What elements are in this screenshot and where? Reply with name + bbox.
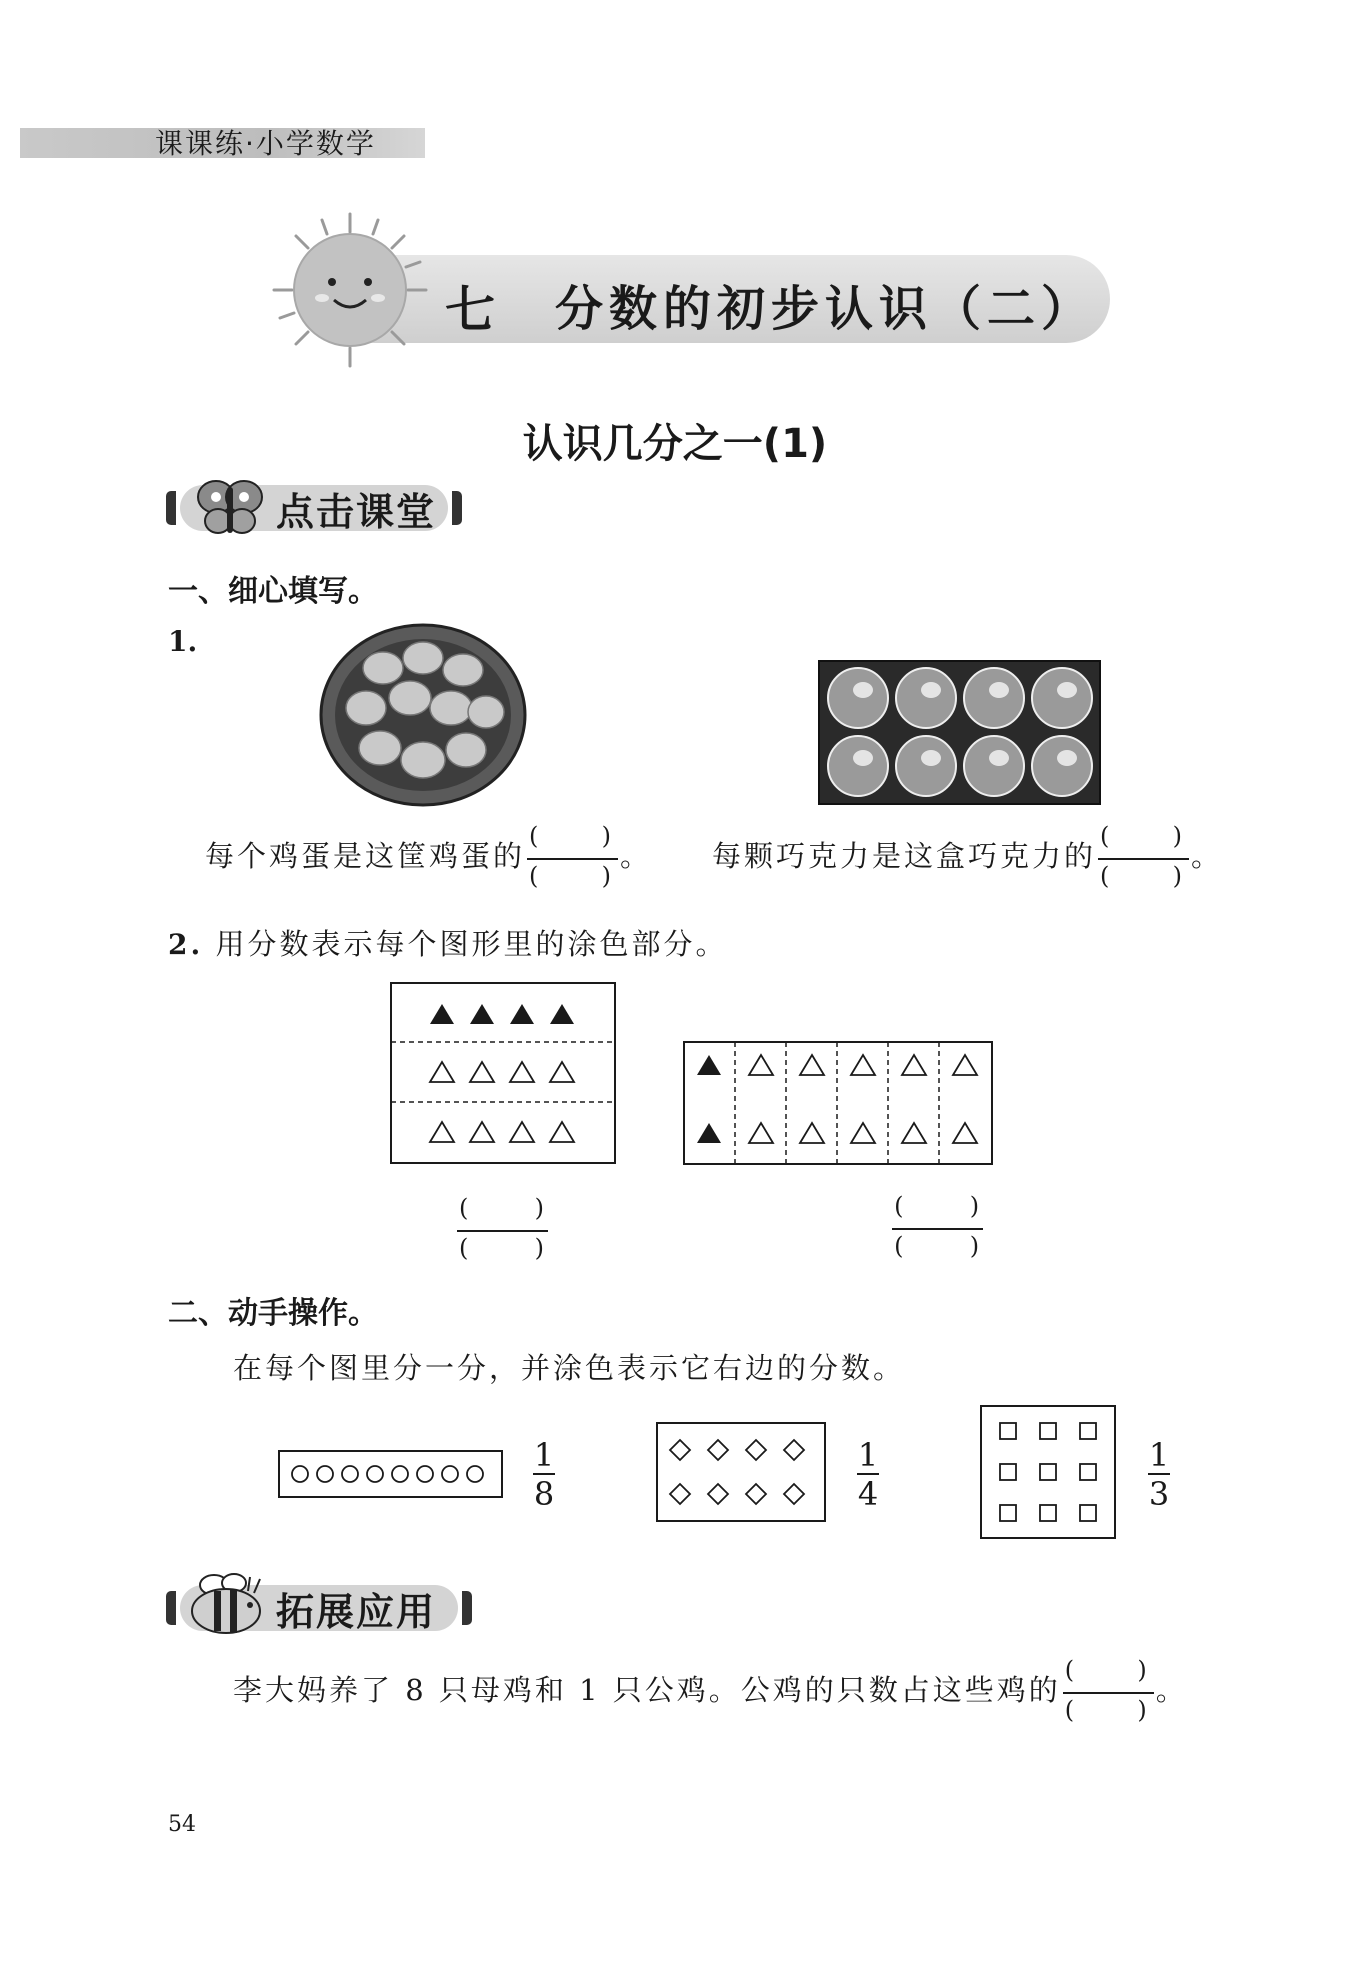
triangle-rows-figure — [390, 982, 616, 1164]
butterfly-icon — [190, 473, 270, 543]
section-tag-extension-label: 拓展应用 — [276, 1589, 437, 1634]
q1-number: 1. — [168, 625, 198, 658]
squares-figure[interactable] — [980, 1405, 1116, 1539]
q1-eggs-line: 每个鸡蛋是这筐鸡蛋的 ( ) ( ) 。 — [205, 818, 652, 898]
fraction-one-fourth: 1 4 — [857, 1436, 879, 1513]
q2-line — [168, 922, 727, 963]
q1-choc-blank[interactable]: ( ) ( ) — [1096, 818, 1191, 898]
bee-icon — [184, 1571, 274, 1641]
q2-text: 用分数表示每个图形里的涂色部分。 — [215, 927, 728, 961]
q1-eggs-text: 每个鸡蛋是这筐鸡蛋的 — [205, 839, 526, 873]
extension-blank[interactable]: ( ) ( ) — [1061, 1652, 1156, 1732]
section-tag-classroom-label: 点击课堂 — [276, 489, 437, 534]
q1-choc-line: 每颗巧克力是这盒巧克力的 ( ) ( ) 。 — [712, 818, 1223, 898]
q1-eggs-blank[interactable]: ( ) ( ) — [525, 818, 620, 898]
chapter-title: 分数的初步认识（二） — [555, 281, 1096, 337]
fraction-one-eighth: 1 8 — [533, 1436, 555, 1513]
diamonds-figure[interactable] — [656, 1422, 826, 1522]
part1-heading: 一、细心填写。 — [168, 574, 378, 609]
egg-basket-image — [318, 620, 528, 810]
q2-figure2-blank[interactable]: ( ) ( ) — [890, 1188, 985, 1268]
extension-line: 李大妈养了 8 只母鸡和 1 只公鸡。公鸡的只数占这些鸡的 ( ) ( ) 。 — [233, 1652, 1188, 1732]
part2-instruction: 在每个图里分一分，并涂色表示它右边的分数。 — [233, 1351, 906, 1385]
section-tag-classroom — [180, 485, 448, 534]
circles-figure[interactable] — [278, 1450, 503, 1498]
page-number: 54 — [168, 1812, 196, 1837]
series-title: 课课练·小学数学 — [155, 127, 376, 160]
lesson-title: 认识几分之一(1) — [522, 421, 828, 467]
chocolate-box-image — [818, 660, 1101, 805]
q1-choc-text: 每颗巧克力是这盒巧克力的 — [712, 839, 1097, 873]
sun-icon — [270, 210, 430, 370]
triangle-columns-figure — [683, 1041, 993, 1165]
section-tag-extension — [180, 1585, 458, 1634]
extension-text: 李大妈养了 8 只母鸡和 1 只公鸡。公鸡的只数占这些鸡的 — [233, 1673, 1061, 1707]
chapter-number: 七 — [445, 281, 495, 339]
q2-number: 2. — [168, 928, 204, 961]
part2-heading: 二、动手操作。 — [168, 1296, 378, 1331]
fraction-one-third: 1 3 — [1148, 1436, 1170, 1513]
q2-figure1-blank[interactable]: ( ) ( ) — [455, 1190, 550, 1270]
